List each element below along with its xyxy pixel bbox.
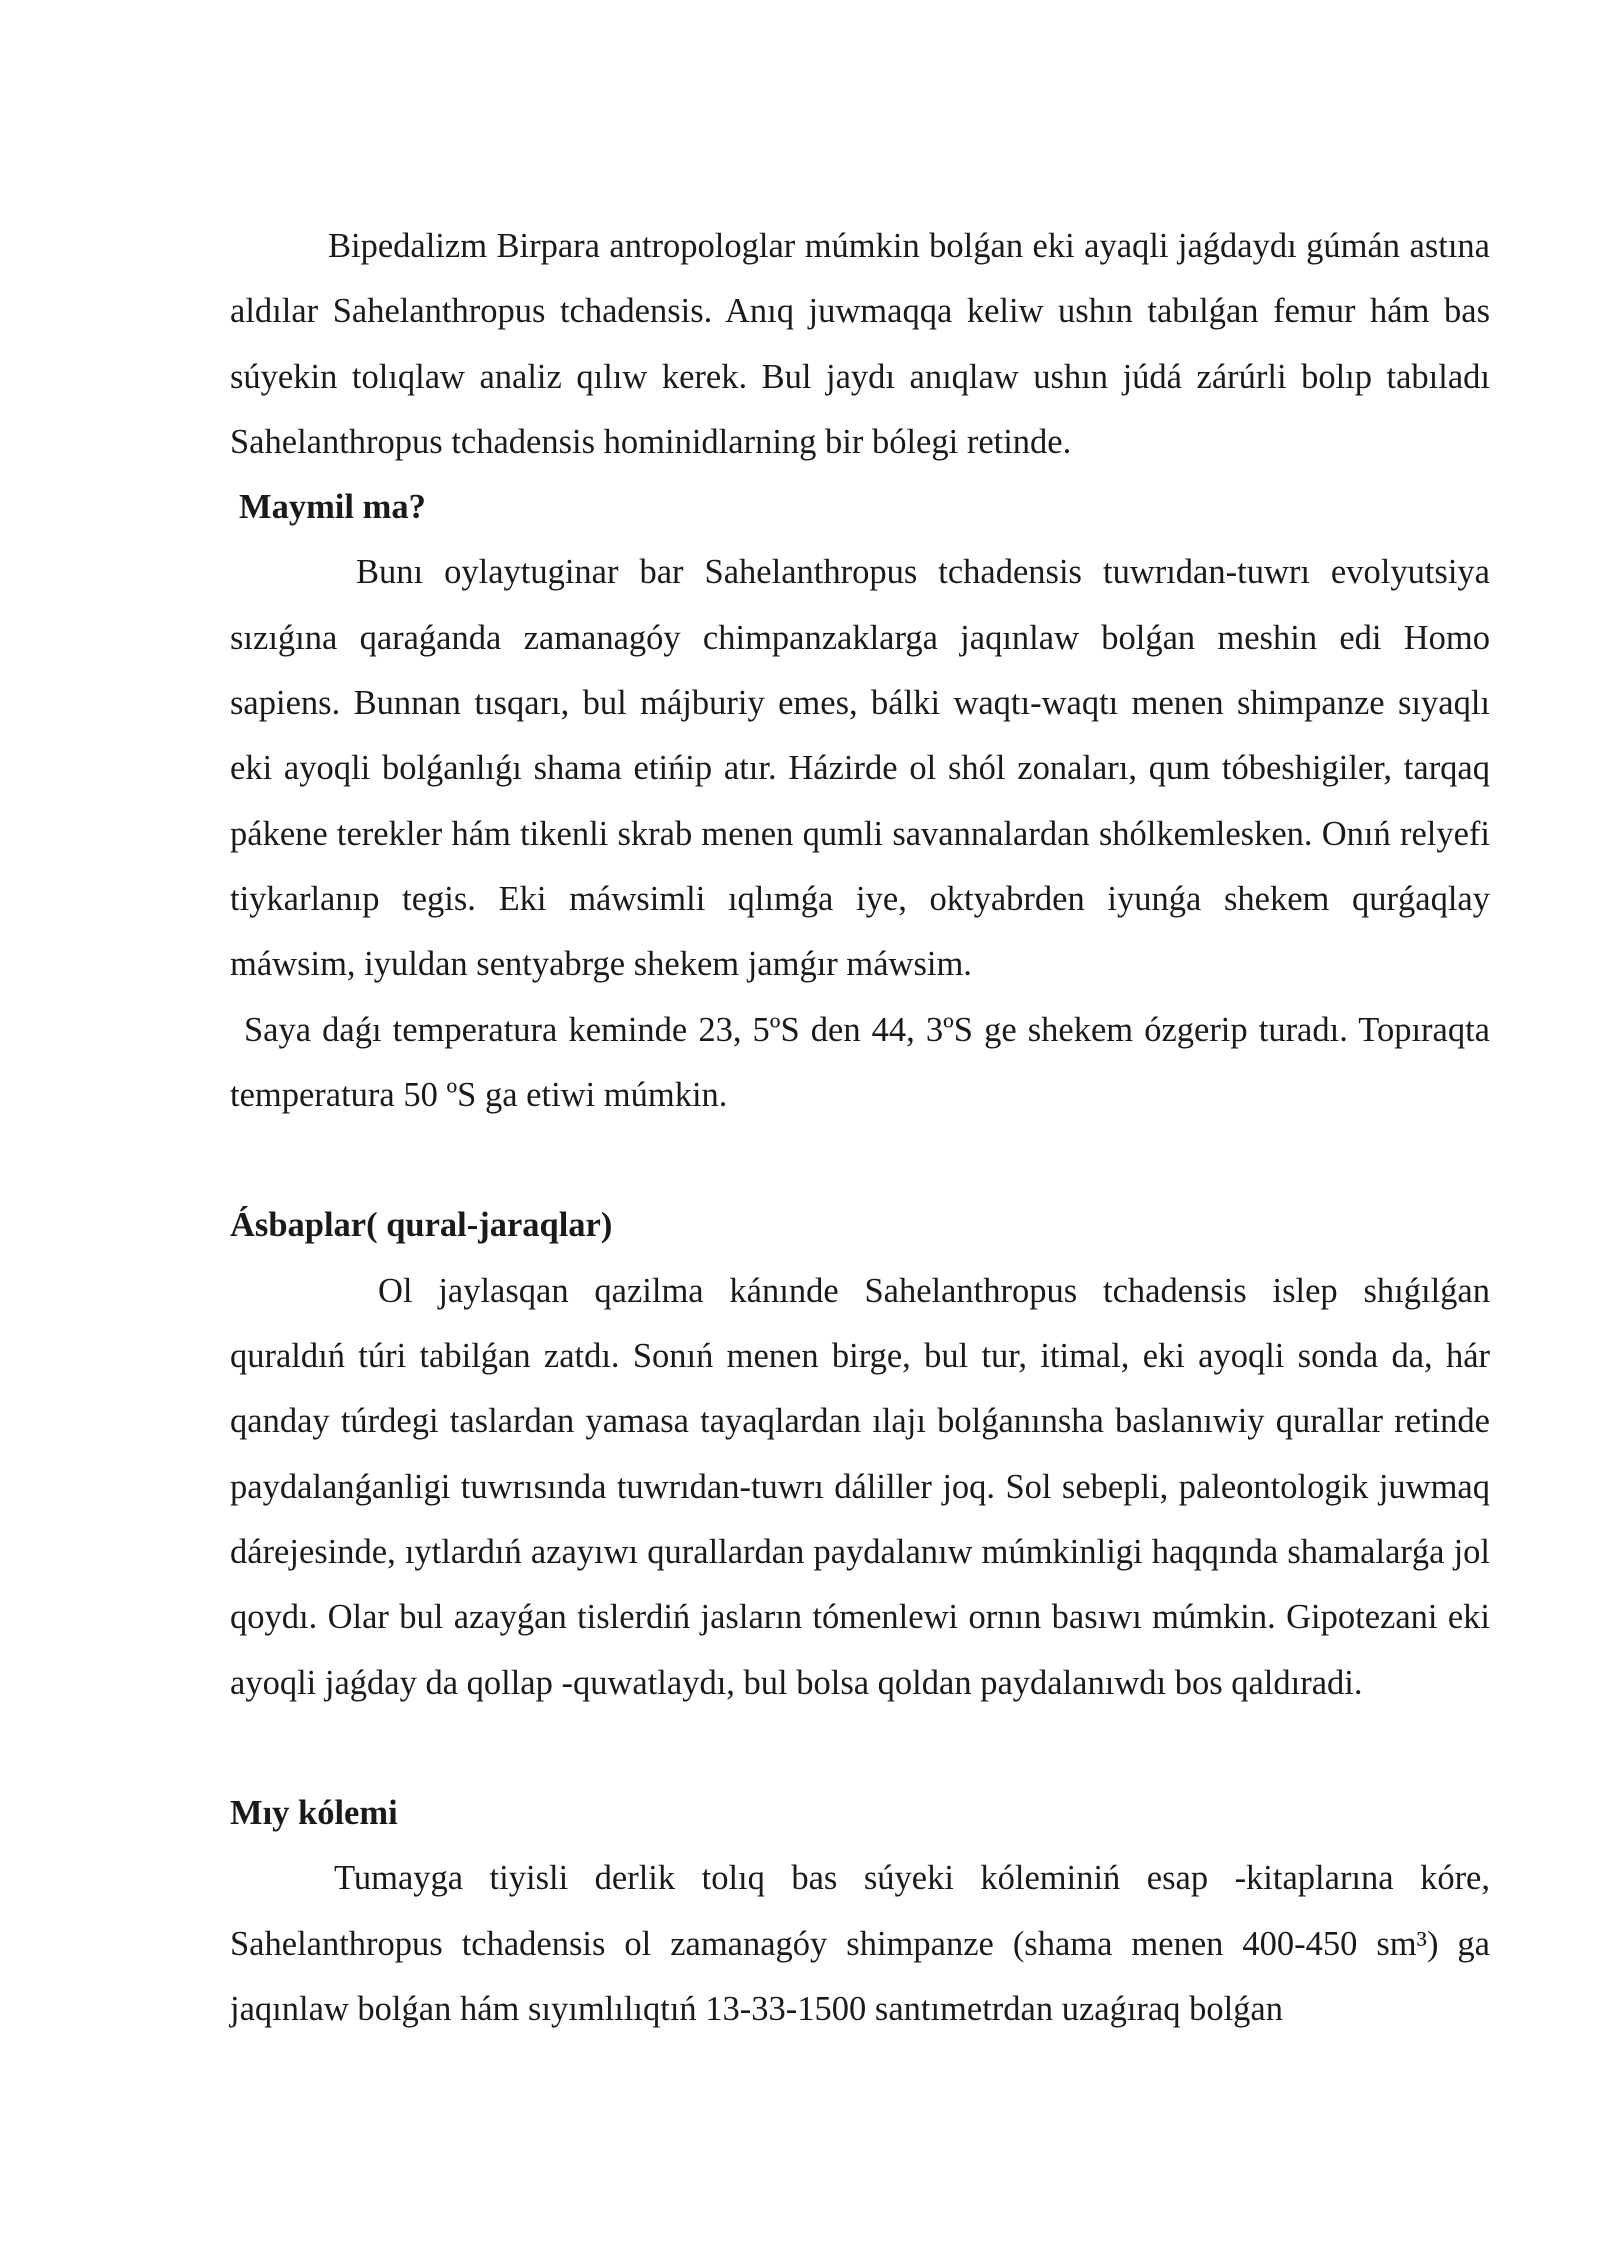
paragraph-bipedalism: Bipedalizm Birpara antropologlar múmkin bolǵan eki ayaqli jaǵdaydı gúmán astına aldılar Sahelanthropus tchadensis. Anıq juwmaqqa keliw ushın tabılǵan femur hám bas súyekin tolıqlaw analiz qılıw kerek. Bul jaydı anıqlaw ushın júdá zárúrli bolıp tabıladı Sahelanthropus tchadensis hominidlarning bir bólegi retinde. bbox=[230, 227, 1490, 461]
paragraph-maymil-ma: Bunı oylaytuginar bar Sahelanthropus tchadensis tuwrıdan-tuwrı evolyutsiya sızıǵına qaraǵanda zamanagóy chimpanzaklarga jaqınlaw bolǵan meshin edi Homo sapiens. Bunnan tısqarı, bul májburiy emes, bálki waqtı-waqtı menen shimpanze sıyaqlı eki ayoqli bolǵanlıǵı shama etińip atır. Házirde ol shól zonaları, qum tóbeshigiler, tarqaq pákene terekler hám tikenli skrab menen qumli savannalardan shólkemlesken. Onıń relyefi tiykarlanıp tegis. Eki máwsimli ıqlımǵa iye, oktyabrden iyunǵa shekem qurǵaqlay máwsim, iyuldan sentyabrge shekem jamǵır máwsim. bbox=[230, 553, 1490, 984]
heading-miy-kolemi: Mıy kólemi bbox=[230, 1794, 398, 1833]
section-gap bbox=[230, 1128, 1490, 1193]
heading-asbaplar: Ásbaplar( qural-jaraqlar) bbox=[230, 1206, 613, 1245]
paragraph-temperature: Saya daǵı temperatura keminde 23, 5ºS den 44, 3ºS ge shekem ózgerip turadı. Topıraqta temperatura 50 ºS ga etiwi múmkin. bbox=[230, 1010, 1490, 1114]
paragraph-asbaplar: Ol jaylasqan qazilma kánınde Sahelanthropus tchadensis islep shıǵılǵan quraldıń túri tabilǵan zatdı. Sonıń menen birge, bul tur, itimal, eki ayoqli sonda da, hár qanday túrdegi taslardan yamasa tayaqlardan ılajı bolǵanınsha baslanıwiy qurallar retinde paydalanǵanligi tuwrısında tuwrıdan-tuwrı dáliller joq. Sol sebepli, paleontologik juwmaq dárejesinde, ıytlardıń azayıwı qurallardan paydalanıw múmkinligi haqqında shamalarǵa jol qoydı. Olar bul azayǵan tislerdiń jasların tómenlewi ornın basıwı múmkin. Gipotezani eki ayoqli jaǵday da qollap -quwatlaydı, bul bolsa qoldan paydalanıwdı bos qaldıradi. bbox=[230, 1271, 1490, 1702]
paragraph-miy-kolemi: Tumayga tiyisli derlik tolıq bas súyeki kóleminiń esap -kitaplarına kóre, Sahelanthropus tchadensis ol zamanagóy shimpanze (shama menen 400-450 sm³) ga jaqınlaw bolǵan hám sıyımlılıqtıń 13-33-1500 santımetrdan uzaǵıraq bolǵan bbox=[230, 1859, 1490, 2029]
document-body bbox=[230, 214, 1490, 2042]
section-gap bbox=[230, 1716, 1490, 1781]
heading-maymil-ma: Maymil ma? bbox=[239, 488, 426, 527]
